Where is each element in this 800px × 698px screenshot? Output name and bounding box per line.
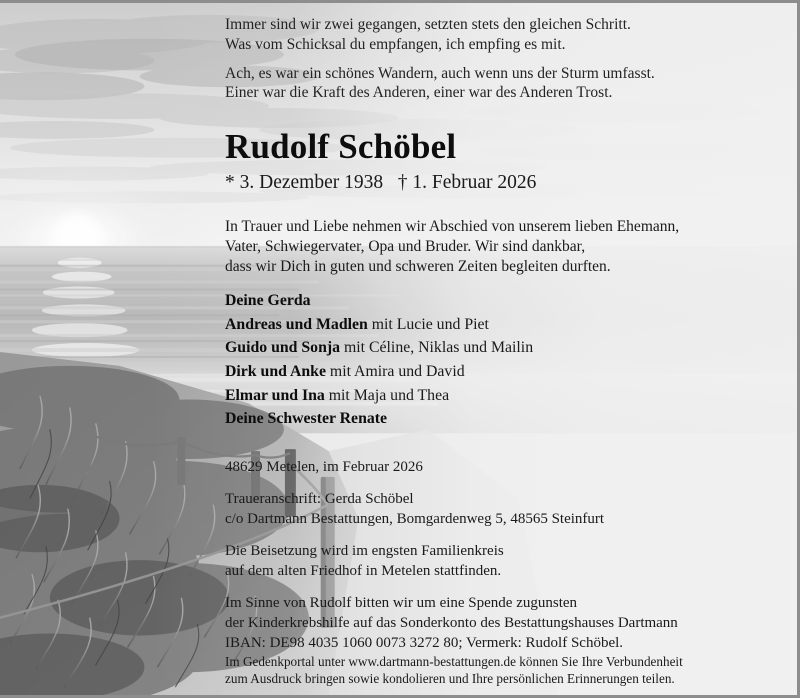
family-row [225, 407, 533, 431]
condolence-address-paragraph [225, 490, 678, 530]
donation-line: der Kinderkrebshilfe auf das Sonderkonto des Bestattungshauses Dartmann [225, 614, 678, 631]
poem-block [225, 15, 655, 112]
place-date-paragraph [225, 458, 678, 478]
family-names: Guido und Sonja [225, 339, 341, 357]
poem-stanza [225, 15, 655, 55]
family-row [225, 313, 533, 337]
poem-line: Was vom Schicksal du empfangen, ich empfing es mit. [225, 35, 566, 53]
memorial-portal-line: Im Gedenkportal unter www.dartmann-bestattungen.de können Sie Ihre Verbundenheit [225, 654, 683, 669]
burial-line: auf dem alten Friedhof in Metelen stattfinden. [225, 562, 502, 579]
family-names: Deine Gerda [225, 292, 311, 309]
deceased-name: Rudolf Schöbel [225, 127, 457, 166]
life-dates: * 3. Dezember 1938 † 1. Februar 2026 [225, 171, 537, 193]
family-children: mit Céline, Niklas und Mailin [340, 339, 534, 357]
poem-line: Einer war die Kraft des Anderen, einer war des Anderen Trost. [225, 84, 613, 102]
tribute-block [225, 217, 679, 276]
memorial-portal-line: zum Ausdruck bringen sowie kondolieren und Ihre persönlichen Erinnerungen teilen. [225, 671, 675, 687]
burial-line: Die Beisetzung wird im engsten Familienkreis [225, 542, 504, 559]
family-row [225, 360, 533, 384]
notice-text [225, 3, 800, 698]
family-names: Dirk und Anke [225, 363, 326, 381]
poem-line: Immer sind wir zwei gegangen, setzten stets den gleichen Schritt. [225, 16, 631, 33]
condolence-address-line: Traueranschrift: Gerda Schöbel [225, 490, 414, 507]
tribute-line: In Trauer und Liebe nehmen wir Abschied von unserem lieben Ehemann, [225, 218, 680, 235]
family-children: mit Amira und David [325, 363, 465, 381]
donation-paragraph [225, 594, 678, 654]
details-block [225, 458, 678, 654]
family-names: Elmar und Ina [225, 386, 325, 404]
burial-paragraph [225, 542, 678, 582]
place-date-line: 48629 Metelen, im Februar 2026 [225, 459, 423, 475]
poem-stanza [225, 64, 655, 104]
deceased-name-block [225, 129, 536, 194]
family-block [225, 289, 533, 431]
tribute-line: Vater, Schwiegervater, Opa und Bruder. Wir sind dankbar, [225, 237, 586, 255]
memorial-portal-block [225, 653, 683, 688]
condolence-address-line: c/o Dartmann Bestattungen, Bomgardenweg 5, 48565 Steinfurt [225, 510, 605, 527]
poem-line: Ach, es war ein schönes Wandern, auch wenn uns der Sturm umfasst. [225, 64, 655, 82]
donation-line: Im Sinne von Rudolf bitten wir um eine Spende zugunsten [225, 594, 578, 611]
tribute-line: dass wir Dich in guten und schweren Zeiten begleiten durften. [225, 257, 611, 275]
family-names: Andreas und Madlen [225, 315, 368, 333]
family-row [225, 336, 533, 360]
family-row [225, 289, 533, 313]
family-names: Deine Schwester Renate [225, 410, 388, 428]
family-children: mit Lucie und Piet [367, 315, 489, 333]
family-children: mit Maja und Thea [324, 386, 450, 404]
family-row [225, 384, 533, 408]
donation-iban-line: IBAN: DE98 4035 1060 0073 3272 80; Vermerk: Rudolf Schöbel. [225, 634, 624, 651]
